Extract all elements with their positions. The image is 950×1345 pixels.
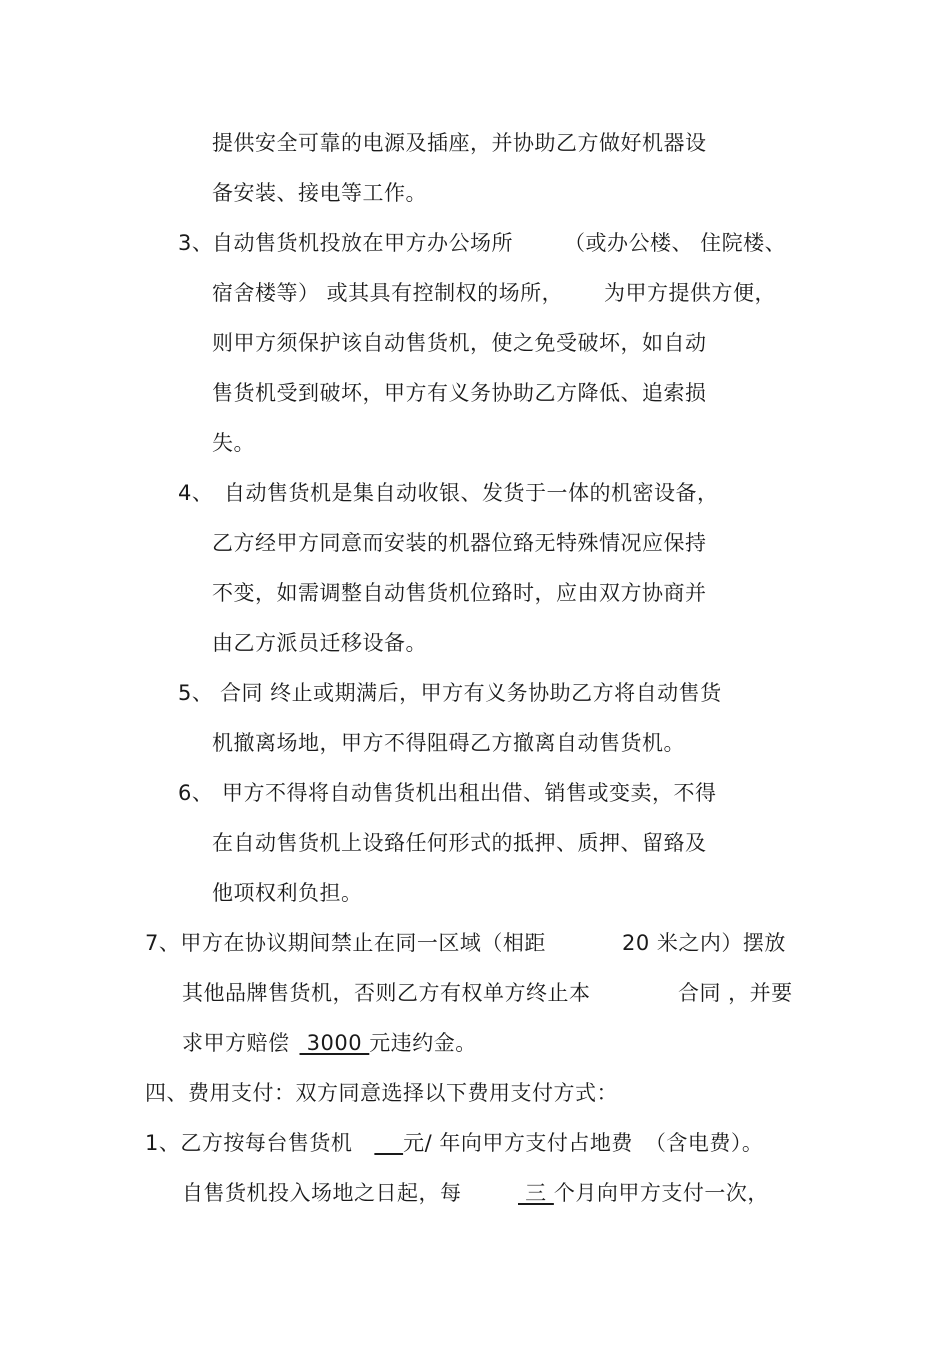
clause-7-line-2b: 合同 ，并要 (678, 981, 793, 1005)
clause-7-line-3b: 元违约金。 (369, 1031, 477, 1055)
clause-3-line-5: 失。 (212, 431, 255, 455)
fee-line-2a: 自售货机投入场地之日起，每 (182, 1181, 462, 1205)
fee-line-2b: 个月向甲方支付一次， (553, 1181, 769, 1205)
clause-6-line-1: 甲方不得将自动售货机出租出借、销售或变卖，不得 (222, 781, 717, 805)
clause-2-line-1: 提供安全可靠的电源及插座，并协助乙方做好机器设 (212, 131, 707, 155)
clause-7-line-1b: 20 米之内）摆放 (622, 931, 786, 955)
fee-blank (374, 1131, 403, 1155)
fee-line-1c: （含电费）。 (644, 1131, 764, 1155)
fee-line-1a: 1、乙方按每台售货机 (145, 1131, 353, 1155)
clause-5-line-2: 机撤离场地，甲方不得阻碍乙方撤离自动售货机。 (212, 731, 685, 755)
clause-4-line-1: 自动售货机是集自动收银、发货于一体的机密设备， (224, 481, 719, 505)
fee-line-2 (518, 1180, 769, 1206)
clause-4-number: 4、 (178, 481, 214, 505)
section-4-heading: 四、费用支付：双方同意选择以下费用支付方式： (145, 1081, 618, 1105)
clause-3-line-3: 则甲方须保护该自动售货机，使之免受破坏，如自动 (212, 331, 707, 355)
clause-3-line-2b: 为甲方提供方便， (604, 281, 776, 305)
clause-7-line-2a: 其他品牌售货机，否则乙方有权单方终止本 (182, 981, 591, 1005)
fee-line-1b: 元/ 年向甲方支付占地费 (403, 1131, 633, 1155)
clause-6-number: 6、 (178, 781, 214, 805)
clause-7-line-3a: 求甲方赔偿 (182, 1031, 290, 1055)
clause-3-line-1b: （或办公楼、 住院楼、 (564, 231, 787, 255)
clause-3-number: 3、 (178, 231, 214, 255)
clause-7-line-3 (182, 1030, 477, 1056)
clause-4-line-3: 不变，如需调整自动售货机位臵时，应由双方协商并 (212, 581, 707, 605)
clause-2-line-2: 备安装、接电等工作。 (212, 181, 427, 205)
penalty-amount: 3000 (299, 1031, 370, 1055)
clause-4-line-4: 由乙方派员迁移设备。 (212, 631, 427, 655)
fee-line-1 (145, 1130, 763, 1156)
clause-6-line-2: 在自动售货机上设臵任何形式的抵押、质押、留臵及 (212, 831, 707, 855)
clause-5-number: 5、 (178, 681, 214, 705)
payment-period: 三 (518, 1181, 554, 1205)
clause-3-line-2a: 宿舍楼等） 或其具有控制权的场所， (212, 281, 564, 305)
clause-4-line-2: 乙方经甲方同意而安装的机器位臵无特殊情况应保持 (212, 531, 707, 555)
clause-3-line-4: 售货机受到破坏，甲方有义务协助乙方降低、追索损 (212, 381, 707, 405)
clause-6-line-3: 他项权利负担。 (212, 881, 363, 905)
clause-5-line-1: 合同 终止或期满后，甲方有义务协助乙方将自动售货 (220, 681, 722, 705)
clause-3-line-1a: 自动售货机投放在甲方办公场所 (212, 231, 513, 255)
clause-7-line-1a: 7、甲方在协议期间禁止在同一区域（相距 (145, 931, 546, 955)
